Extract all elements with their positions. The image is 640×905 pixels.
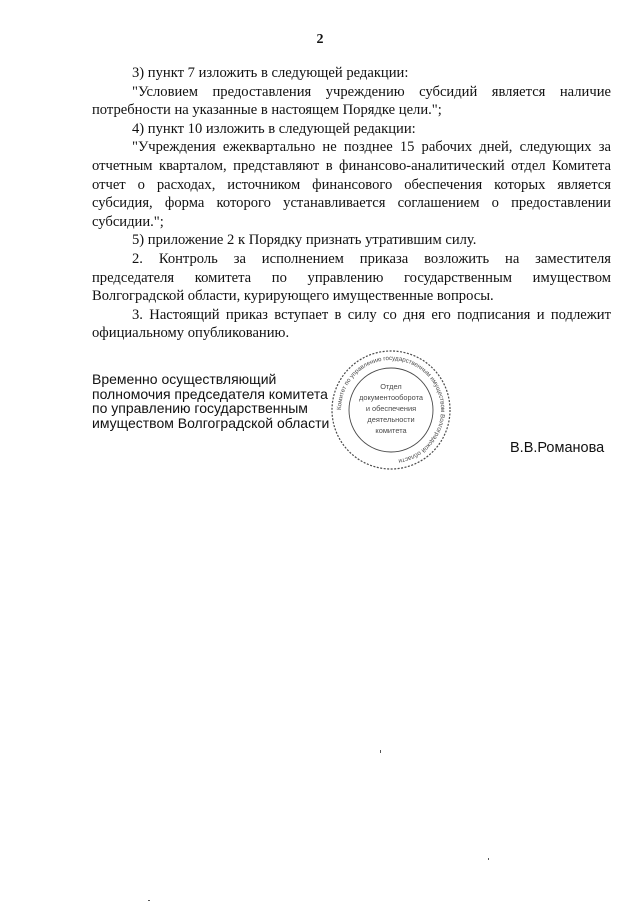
signatory-position <box>92 372 329 430</box>
scan-speck <box>148 900 150 901</box>
paragraph: 3) пункт 7 изложить в следующей редакции: <box>132 65 409 81</box>
stamp-ring-text: Комитет по управлению государственным имуществом Волгоградской области <box>335 354 447 465</box>
signatory-name: В.В.Романова <box>510 440 605 456</box>
position-line: имуществом Волгоградской области <box>92 414 330 431</box>
paragraph: "Учреждения ежеквартально не позднее 15 рабочих дней, следующих за отчетным кварталом, представляют в финансово-аналитический отдел Комитета отчет о расходах, источником финансового обеспечения которых является субсидия, форма которого устанавливается соглашением о предоставлении субсидии."; <box>92 139 611 230</box>
paragraph: 5) приложение 2 к Порядку признать утратившим силу. <box>132 232 477 249</box>
position-line: полномочия председателя комитета <box>92 385 328 402</box>
scan-speck <box>380 750 381 753</box>
stamp-center-line: деятельности <box>367 415 415 424</box>
scan-speck <box>488 858 489 860</box>
page-number: 2 <box>316 32 324 47</box>
position-line: по управлению государственным <box>92 400 308 416</box>
official-stamp <box>330 349 452 471</box>
stamp-center-line: и обеспечения <box>365 404 417 413</box>
document-body <box>92 64 611 343</box>
paragraph: 3. Настоящий приказ вступает в силу со дня его подписания и подлежит официальному опубликованию. <box>92 306 611 342</box>
stamp-center-line: документооборота <box>359 393 423 402</box>
stamp-center-line: комитета <box>375 426 407 435</box>
stamp-center-line: Отдел <box>380 382 402 391</box>
paragraph: 2. Контроль за исполнением приказа возложить на заместителя председателя комитета по управлению государственным имуществом Волгоградской области, курирующего имущественные вопросы. <box>92 250 611 305</box>
position-line: Временно осуществляющий <box>92 371 277 387</box>
paragraph: "Условием предоставления учреждению субсидий является наличие потребности на указанные в настоящем Порядке цели."; <box>92 83 611 119</box>
paragraph: 4) пункт 10 изложить в следующей редакции: <box>132 120 416 137</box>
